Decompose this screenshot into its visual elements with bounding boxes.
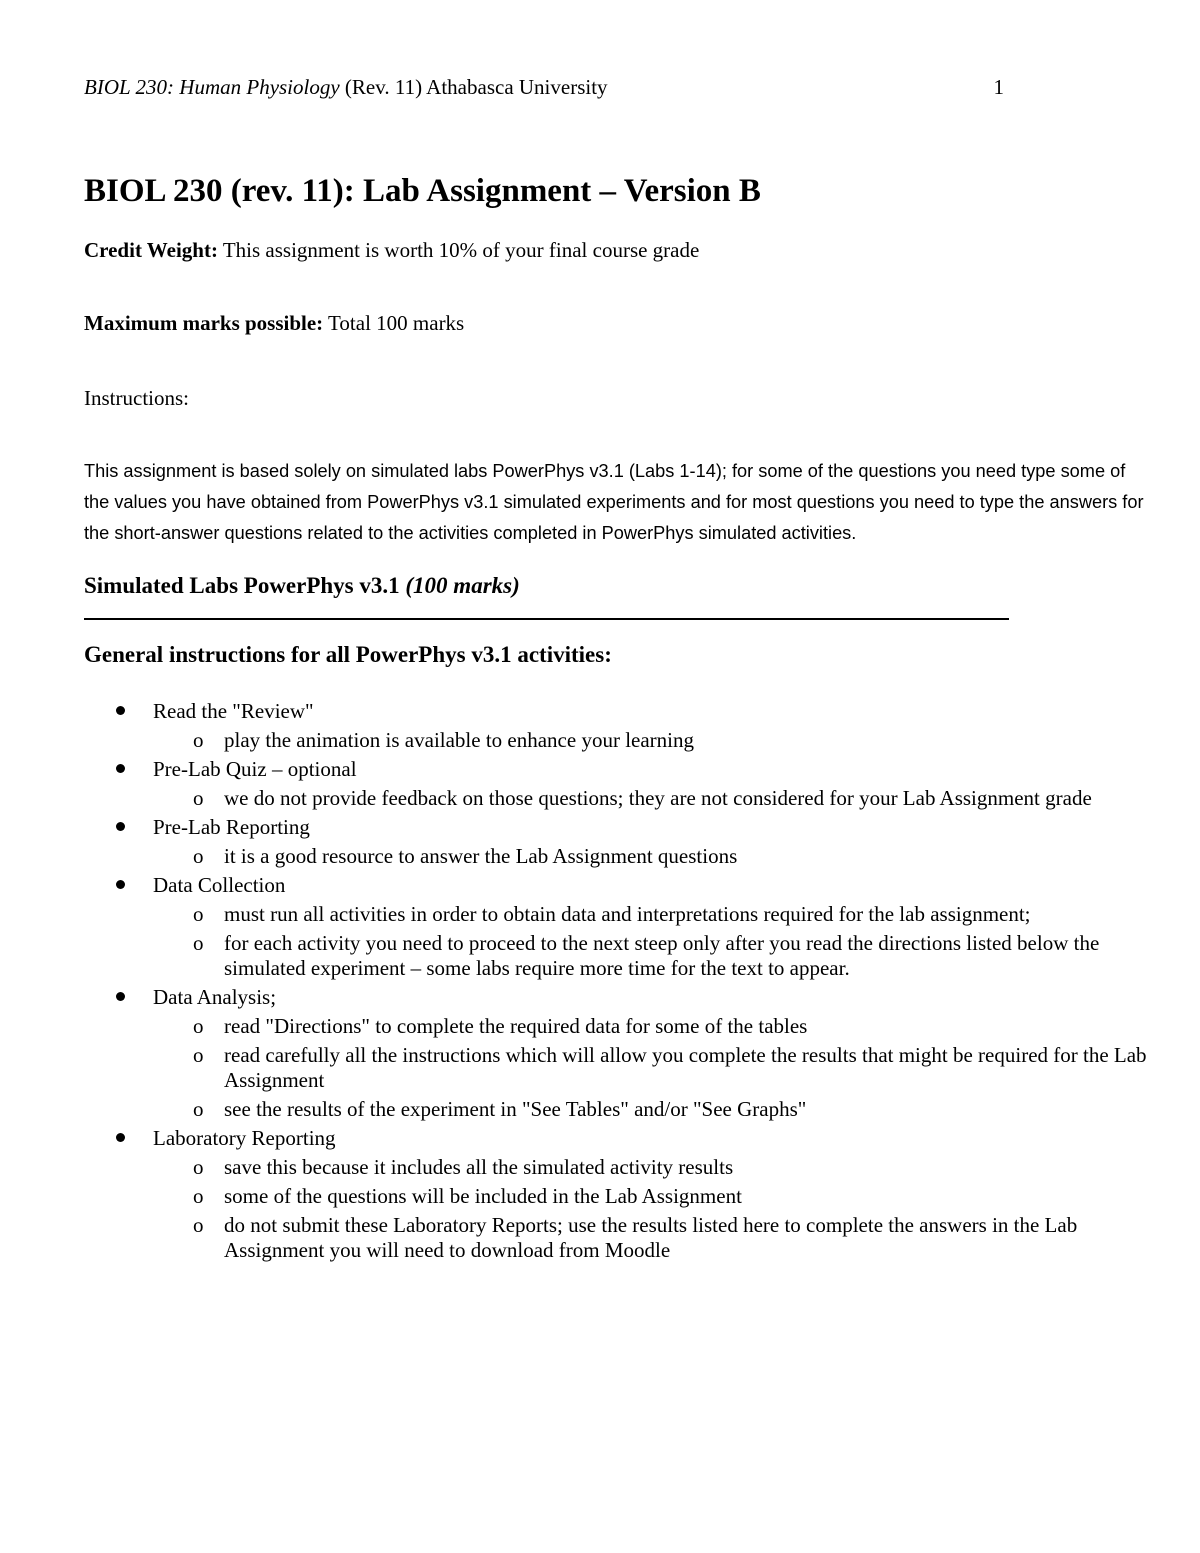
max-marks-line <box>84 310 464 336</box>
document-title: BIOL 230 (rev. 11): Lab Assignment – Version B <box>84 173 761 209</box>
sub-bullet-list <box>153 844 1154 869</box>
bullet-text: Pre-Lab Quiz – optional <box>153 757 357 781</box>
bullet-text: Read the "Review" <box>153 699 314 723</box>
sub-bullet-item <box>153 902 1154 927</box>
circle-marker-icon: o <box>193 844 204 868</box>
sub-bullet-item <box>153 1184 1154 1209</box>
circle-marker-icon: o <box>193 728 204 752</box>
sub-bullet-item <box>153 1155 1154 1180</box>
sub-bullet-text: must run all activities in order to obtain data and interpretations required for the lab assignment; <box>224 902 1031 926</box>
sub-bullet-text: some of the questions will be included in the Lab Assignment <box>224 1184 742 1208</box>
sub-bullet-text: we do not provide feedback on those questions; they are not considered for your Lab Assignment grade <box>224 786 1092 810</box>
simulated-labs-heading-main: Simulated Labs PowerPhys v3.1 <box>84 573 406 598</box>
credit-weight-value: This assignment is worth 10% of your final course grade <box>217 238 700 262</box>
sub-bullet-text: read carefully all the instructions which will allow you complete the results that might be required for the Lab Assignment <box>224 1043 1147 1092</box>
sub-bullet-item <box>153 1213 1154 1263</box>
bullet-item <box>84 985 1154 1122</box>
sub-bullet-text: for each activity you need to proceed to the next steep only after you read the directions listed below the simulated experiment – some labs require more time for the text to appear. <box>224 931 1100 980</box>
credit-weight-label: Credit Weight: <box>84 238 218 262</box>
bullet-item <box>84 757 1154 811</box>
simulated-labs-heading <box>84 571 520 601</box>
bullet-dot-icon <box>116 992 125 1001</box>
sub-bullet-item <box>153 1014 1154 1039</box>
bullet-dot-icon <box>116 1133 125 1142</box>
circle-marker-icon: o <box>193 1014 204 1038</box>
circle-marker-icon: o <box>193 931 204 955</box>
credit-weight-line <box>84 237 699 263</box>
sub-bullet-item <box>153 728 1154 753</box>
bullet-dot-icon <box>116 706 125 715</box>
bullet-item <box>84 1126 1154 1263</box>
circle-marker-icon: o <box>193 786 204 810</box>
sub-bullet-list <box>153 786 1154 811</box>
sub-bullet-text: see the results of the experiment in "See Tables" and/or "See Graphs" <box>224 1097 807 1121</box>
bullet-text: Data Collection <box>153 873 286 897</box>
sub-bullet-text: save this because it includes all the simulated activity results <box>224 1155 734 1179</box>
instructions-paragraph: This assignment is based solely on simulated labs PowerPhys v3.1 (Labs 1-14); for some of the questions you need type some of the values you have obtained from PowerPhys v3.1 simulated experiments and for most questions you need to type the answers for the short-answer questions related to the activities completed in PowerPhys simulated activities. <box>84 461 1144 543</box>
bullet-dot-icon <box>116 764 125 773</box>
circle-marker-icon: o <box>193 902 204 926</box>
sub-bullet-item <box>153 1043 1154 1093</box>
circle-marker-icon: o <box>193 1155 204 1179</box>
sub-bullet-item <box>153 844 1154 869</box>
sub-bullet-text: it is a good resource to answer the Lab Assignment questions <box>224 844 738 868</box>
bullet-text: Laboratory Reporting <box>153 1126 336 1150</box>
page-number: 1 <box>993 75 1004 99</box>
sub-bullet-text: play the animation is available to enhance your learning <box>224 728 694 752</box>
simulated-labs-heading-marks: (100 marks) <box>405 573 520 598</box>
instructions-bullet-list <box>84 699 1154 1267</box>
running-header <box>84 74 1004 100</box>
bullet-text: Data Analysis; <box>153 985 277 1009</box>
sub-bullet-text: do not submit these Laboratory Reports; use the results listed here to complete the answers in the Lab Assignment you will need to download from Moodle <box>224 1213 1078 1262</box>
section-divider <box>84 618 1009 620</box>
general-instructions-heading: General instructions for all PowerPhys v3.1 activities: <box>84 642 612 667</box>
sub-bullet-list <box>153 902 1154 981</box>
instructions-label: Instructions: <box>84 386 189 410</box>
sub-bullet-item <box>153 931 1154 981</box>
circle-marker-icon: o <box>193 1184 204 1208</box>
sub-bullet-item <box>153 786 1154 811</box>
header-course-title: BIOL 230: Human Physiology <box>84 75 340 99</box>
bullet-item <box>84 873 1154 981</box>
bullet-item <box>84 815 1154 869</box>
max-marks-label: Maximum marks possible: <box>84 311 324 335</box>
circle-marker-icon: o <box>193 1097 204 1121</box>
header-course-info: (Rev. 11) Athabasca University <box>339 75 608 99</box>
circle-marker-icon: o <box>193 1213 204 1237</box>
circle-marker-icon: o <box>193 1043 204 1067</box>
bullet-dot-icon <box>116 880 125 889</box>
sub-bullet-list <box>153 728 1154 753</box>
max-marks-value: Total 100 marks <box>323 311 465 335</box>
bullet-dot-icon <box>116 822 125 831</box>
bullet-text: Pre-Lab Reporting <box>153 815 310 839</box>
sub-bullet-item <box>153 1097 1154 1122</box>
sub-bullet-list <box>153 1014 1154 1122</box>
sub-bullet-text: read "Directions" to complete the required data for some of the tables <box>224 1014 808 1038</box>
bullet-item <box>84 699 1154 753</box>
sub-bullet-list <box>153 1155 1154 1263</box>
